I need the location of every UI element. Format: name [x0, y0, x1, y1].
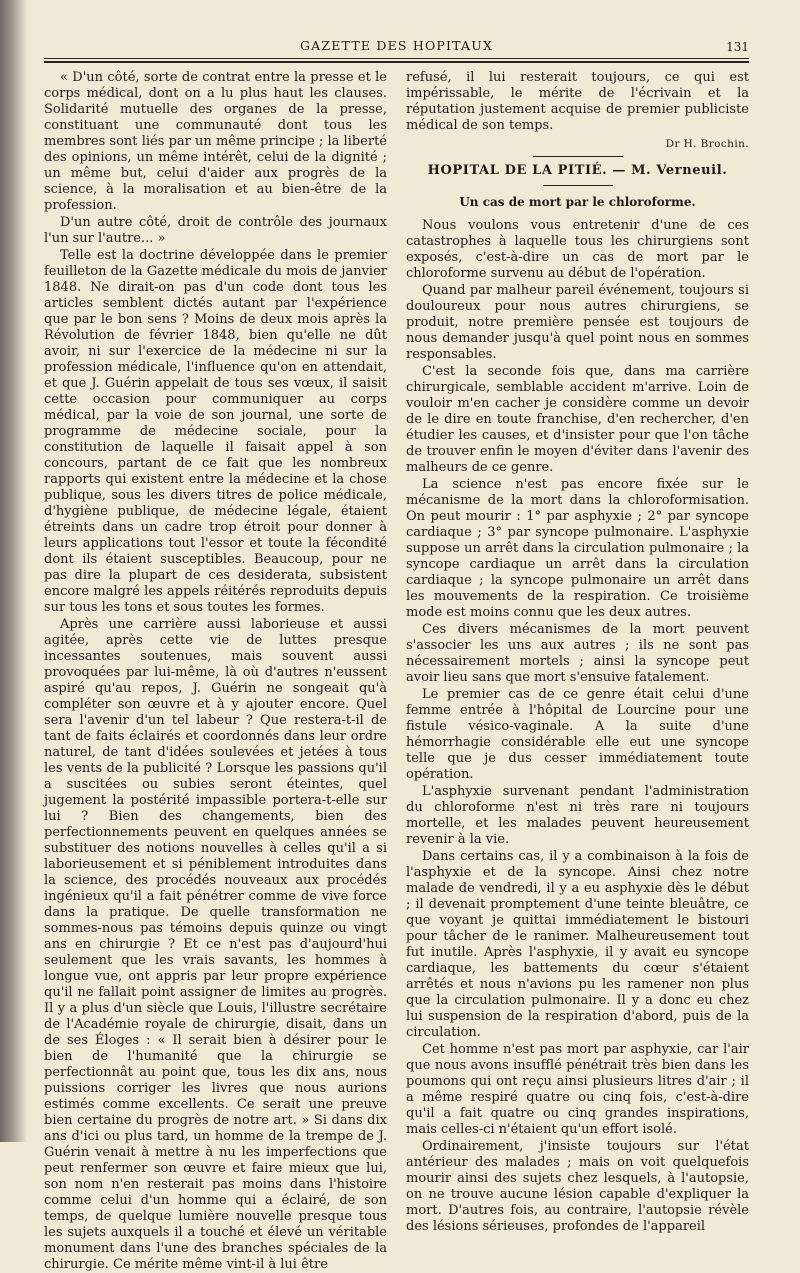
newspaper-page: [44, 30, 749, 1272]
page-header: [44, 30, 749, 58]
header-rule-thick: [44, 61, 749, 63]
paragraph: Dans certains cas, il y a combinaison à la fois de l'asphyxie et de la syncope. Ainsi chez notre malade de vendredi, il y a eu asphyxie dès le début ; il devenait promptement d'une teinte bleuâtre, ce que voyant je quittai immédiatement le bistouri pour tâcher de le ranimer. Malheureusement tout fut inutile. Après l'asphyxie, il y avait eu syncope cardiaque, les battements du cœur s'étaient arrêtés et nous n'avions pu les ramener non plus que la circulation pulmonaire. Il y a donc eu chez lui suspension de la respiration d'abord, puis de la circulation.: [406, 849, 749, 1040]
header-rule: [44, 58, 749, 59]
right-column: [406, 70, 749, 1234]
paragraph: Nous voulons vous entretenir d'une de ces catastrophes à laquelle tous les chirurgiens sont exposés, c'est-à-dire un cas de mort par le chloroforme survenu au début de l'opération.: [406, 218, 749, 281]
section-divider: [533, 156, 623, 157]
paragraph: C'est la seconde fois que, dans ma carrière chirurgicale, semblable accident m'arrive. Loin de vouloir m'en cacher je considère comme un devoir de le dire en toute franchise, d'en rechercher, d'en étudier les causes, et d'insister pour que l'on tâche de trouver enfin le moyen d'éviter dans l'avenir des malheurs de ce genre.: [406, 364, 749, 475]
section-title: HOPITAL DE LA PITIÉ. — M. Verneuil.: [427, 163, 728, 178]
page-number: 131: [726, 40, 749, 54]
left-column: [44, 70, 387, 1272]
paragraph: La science n'est pas encore fixée sur le mécanisme de la mort dans la chloroformisation. On peut mourir : 1° par asphyxie ; 2° par syncope cardiaque ; 3° par syncope pulmonaire. L'asphyxie suppose un arrêt dans la circulation pulmonaire ; la syncope cardiaque un arrêt dans la circulation cardiaque ; la syncope pulmonaire un arrêt dans les mouvements de la respiration. Ce troisième mode est moins connu que les deux autres.: [406, 477, 749, 620]
paragraph: « D'un côté, sorte de contrat entre la presse et le corps médical, dont on a lu plus haut les clauses. Solidarité mutuelle des organes de la presse, constituant une communauté dont tous les membres sont liés par un même principe ; la liberté des opinions, un même intérêt, celui de la dignité ; un même but, celui d'aider aux progrès de la science, à la moralisation et au bien-être de la profession.: [44, 70, 387, 213]
paragraph: L'asphyxie survenant pendant l'administration du chloroforme n'est ni très rare ni toujours mortelle, et les malades peuvent heureusement revenir à la vie.: [406, 784, 749, 847]
paragraph: refusé, il lui resterait toujours, ce qui est impérissable, le mérite de l'écrivain et la réputation justement acquise de premier publiciste médical de son temps.: [406, 70, 749, 133]
paragraph: Ces divers mécanismes de la mort peuvent s'associer les uns aux autres ; ils ne sont pas nécessairement mortels ; ainsi la syncope peut avoir lieu sans que mort s'ensuive fatalement.: [406, 622, 749, 685]
paragraph: Après une carrière aussi laborieuse et aussi agitée, après cette vie de luttes presque incessantes soutenues, mais souvent aussi provoquées par lui-même, là où d'autres n'eussent aspiré qu'au repos, J. Guérin ne songeait qu'à compléter son œuvre et à y ajouter encore. Quel sera l'avenir d'un tel labeur ? Que restera-t-il de tant de faits éclairés et coordonnés dans leur ordre naturel, de tant d'idées soulevées et jetées à tous les vents de la publicité ? Lorsque les passions qu'il a suscitées ou subies seront éteintes, quel jugement la postérité impassible portera-t-elle sur lui ? Bien des changements, bien des perfectionnements peuvent en quelques années se substituer des notions nouvelles à celles qu'il a si laborieusement et si péniblement introduites dans la science, des procédés nouveaux aux procédés ingénieux qu'il a fait pénétrer comme de vive force dans la pratique. De quelle transformation ne sommes-nous pas témoins depuis quinze ou vingt ans en chirurgie ? Et ce n'est pas d'aujourd'hui seulement que les vrais savants, les hommes à longue vue, ont appris par leur propre expérience qu'il ne fallait point assigner de limites au progrès. Il y a plus d'un siècle que Louis, l'illustre secrétaire de l'Académie royale de chirurgie, disait, dans un de ses Éloges : « Il serait bien à désirer pour le bien de l'humanité que la chirurgie se perfectionnât au point que, tous les dix ans, nous puissions corriger les livres que nous aurions estimés comme excellents. Ce serait une preuve bien certaine du progrès de notre art. » Si dans dix ans d'ici ou plus tard, un homme de la trempe de J. Guérin venait à mettre à nu les imperfections que peut renfermer son œuvre et faire mieux que lui, son nom n'en resterait pas moins dans l'histoire comme celui d'un homme qui a éclairé, de son temps, de quelque lumière nouvelle presque tous les sujets auxquels il a touché et élevé un véritable monument dans l'une des branches spéciales de la chirurgie. Ce mérite même vint-il à lui être: [44, 617, 387, 1272]
paragraph: D'un autre côté, droit de contrôle des journaux l'un sur l'autre... »: [44, 215, 387, 246]
paragraph: Ordinairement, j'insiste toujours sur l'état antérieur des malades ; mais on voit quelquefois mourir ainsi des sujets chez lesquels, à l'autopsie, on ne trouve aucune lésion capable d'expliquer la mort. D'autres fois, au contraire, l'autopsie révèle des lésions sérieuses, profondes de l'appareil: [406, 1139, 749, 1234]
paragraph: Quand par malheur pareil événement, toujours si douloureux pour nous autres chirurgiens, se produit, notre première pensée est toujours de nous demander jusqu'à quel point nous en sommes responsables.: [406, 283, 749, 362]
text-columns: [44, 70, 749, 1272]
section-underline: [543, 185, 613, 186]
journal-title: GAZETTE DES HOPITAUX: [299, 38, 494, 53]
paragraph: Cet homme n'est pas mort par asphyxie, car l'air que nous avons insufflé pénétrait très bien dans les poumons qui ont reçu ainsi plusieurs litres d'air ; il a même respiré quatre ou cinq fois, c'est-à-dire qu'il a fait quatre ou cinq grandes inspirations, mais celles-ci n'étaient qu'un effort isolé.: [406, 1042, 749, 1137]
author-signature: Dr H. Brochin.: [665, 138, 749, 150]
book-binding-edge: [0, 0, 26, 1142]
paragraph: Telle est la doctrine développée dans le premier feuilleton de la Gazette médicale du mois de janvier 1848. Ne dirait-on pas d'un code dont tous les articles semblent dictés autant par l'expérience que par le bon sens ? Moins de deux mois après la Révolution de février 1848, bien qu'elle ne dût avoir, ni sur l'exercice de la médecine ni sur la profession médicale, l'influence qu'on en attendait, et que J. Guérin appelait de tous ses vœux, il saisit cette occasion pour communiquer au corps médical, par la voie de son journal, une sorte de programme de médecine sociale, pour la constitution de laquelle il faisait appel à son concours, partant de ce fait que les nombreux rapports qui existent entre la médecine et la chose publique, sous les divers titres de police médicale, d'hygiène publique, de médecine légale, étaient étreints dans un cadre trop étroit pour donner à leurs applications tout l'essor et toute la fécondité dont ils étaient susceptibles. Beaucoup, pour ne pas dire la plupart de ces desiderata, subsistent encore malgré les appels réitérés reproduits depuis sur tous les tons et sous toutes les formes.: [44, 248, 387, 615]
article-title: Un cas de mort par le chloroforme.: [459, 195, 696, 209]
paragraph: Le premier cas de ce genre était celui d'une femme entrée à l'hôpital de Lourcine pour une fistule vésico-vaginale. A la suite d'une hémorrhagie considérable elle eut une syncope telle que je dus cesser immédiatement toute opération.: [406, 687, 749, 782]
